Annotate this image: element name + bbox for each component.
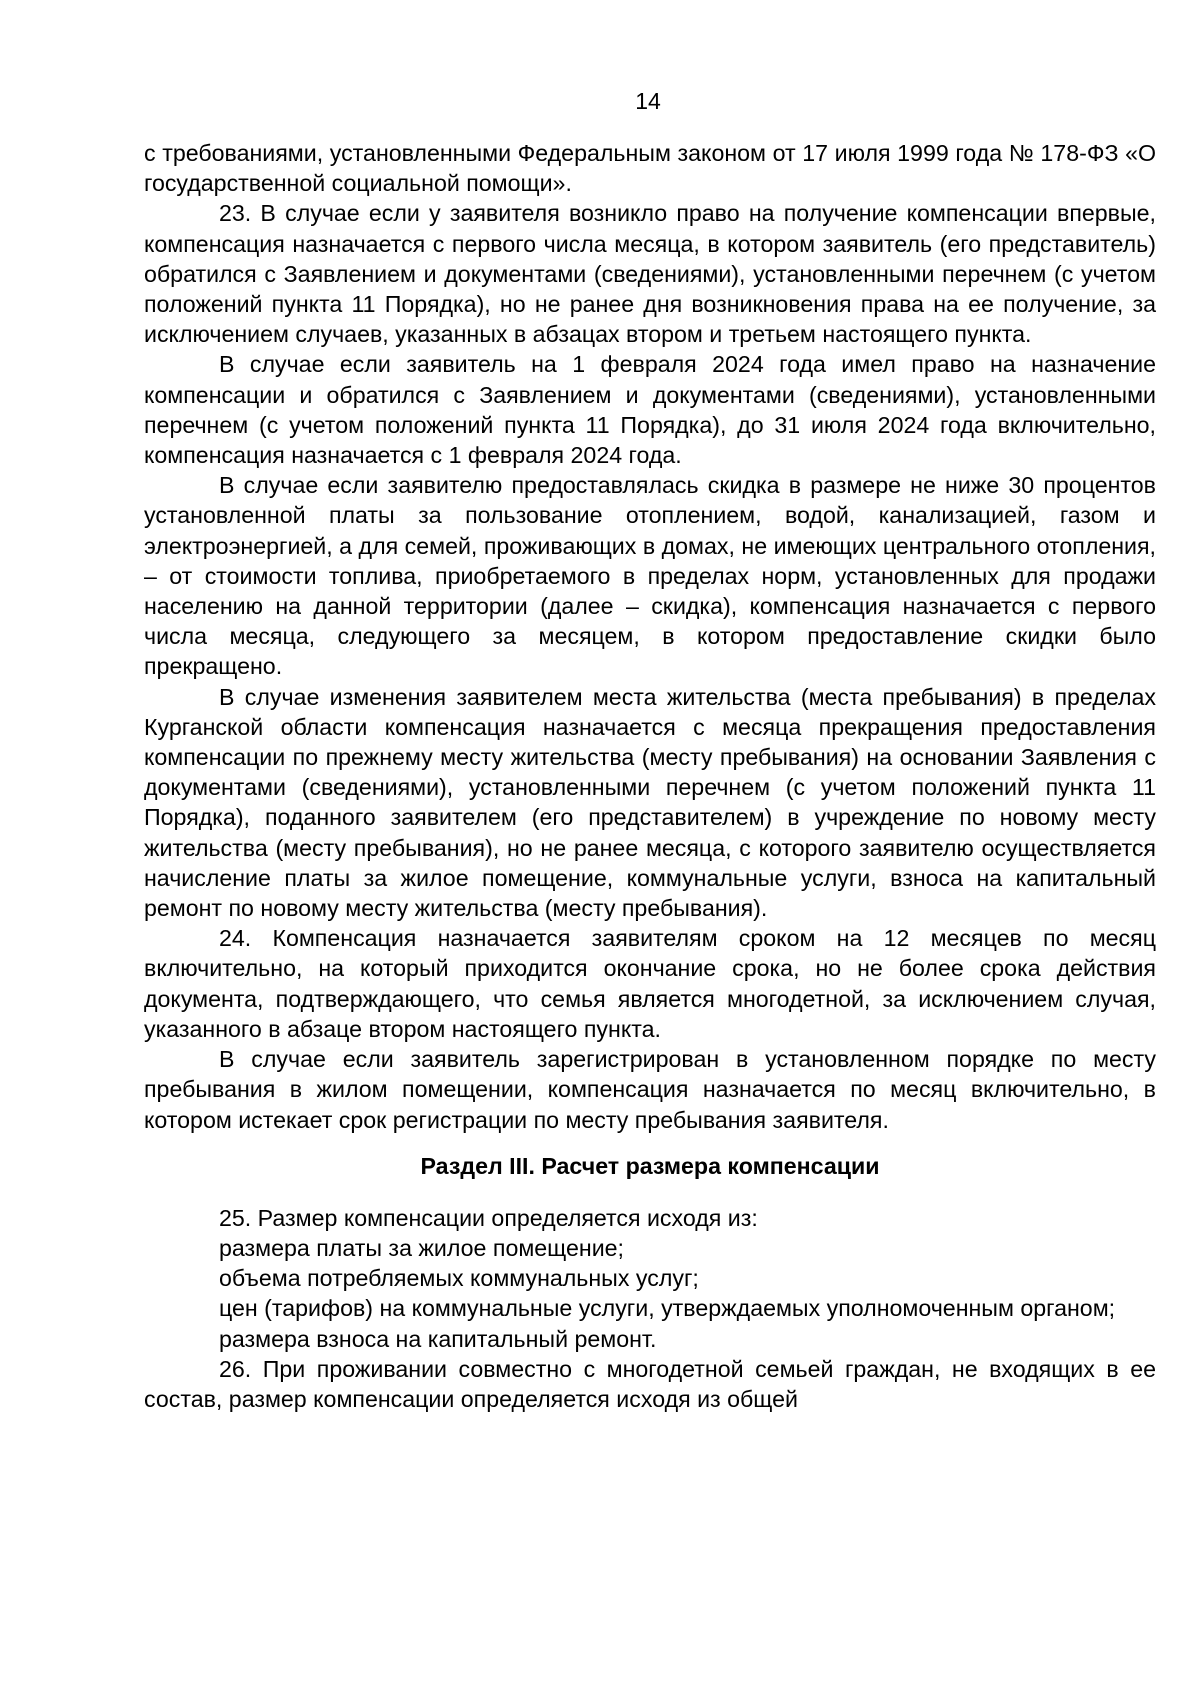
list-item-tariffs: цен (тарифов) на коммунальные услуги, утверждаемых уполномоченным органом;: [219, 1295, 1116, 1322]
paragraph-23-second: В случае если заявитель на 1 февраля 2024 года имел право на назначение компенсации и обратился с Заявлением и документами (сведениями), установленными перечнем (с учетом положений пункта 11 Порядка), до 31 июля 2024 года включительно, компенсация назначается с 1 февраля 2024 года.: [144, 351, 1156, 469]
section-heading: Раздел III. Расчет размера компенсации: [420, 1152, 880, 1179]
paragraph-item-23: 23. В случае если у заявителя возникло право на получение компенсации впервые, компенсация назначается с первого числа месяца, в котором заявитель (его представитель) обратился с Заявлением и документами (сведениями), установленными перечнем (с учетом положений пункта 11 Порядка), но не ранее дня возникновения права на ее получение, за исключением случаев, указанных в абзацах втором и третьем настоящего пункта.: [144, 200, 1156, 348]
list-item-housing-fee: размера платы за жилое помещение;: [219, 1234, 624, 1261]
paragraph-23-third: В случае если заявителю предоставлялась скидка в размере не ниже 30 процентов установленной платы за пользование отоплением, водой, канализацией, газом и электроэнергией, а для семей, проживающих в домах, не имеющих центрального отопления, – от стоимости топлива, приобретаемого в пределах норм, установленных для продажи населению на данной территории (далее – скидка), компенсация назначается с первого числа месяца, следующего за месяцем, в котором предоставление скидки было прекращено.: [144, 472, 1156, 680]
paragraph-item-26: 26. При проживании совместно с многодетной семьей граждан, не входящих в ее состав, размер компенсации определяется исходя из общей: [144, 1355, 1156, 1412]
paragraph-23-fourth: В случае изменения заявителем места жительства (места пребывания) в пределах Курганской области компенсация назначается с месяца прекращения предоставления компенсации по прежнему месту жительства (месту пребывания) на основании Заявления с документами (сведениями), установленными перечнем (с учетом положений пункта 11 Порядка), поданного заявителем (его представителем) в учреждение по новому месту жительства (месту пребывания), но не ранее месяца, с которого заявителю осуществляется начисление платы за жилое помещение, коммунальные услуги, взноса на капитальный ремонт по новому месту жительства (месту пребывания).: [144, 683, 1156, 922]
paragraph-item-24: 24. Компенсация назначается заявителям сроком на 12 месяцев по месяц включительно, на который приходится окончание срока, но не более срока действия документа, подтверждающего, что семья является многодетной, за исключением случая, указанного в абзаце втором настоящего пункта.: [144, 925, 1156, 1042]
paragraph-item-25: 25. Размер компенсации определяется исходя из:: [219, 1204, 758, 1231]
page-number: 14: [635, 88, 661, 114]
paragraph-continuation: с требованиями, установленными Федеральным законом от 17 июля 1999 года № 178-ФЗ «О государственной социальной помощи».: [144, 140, 1156, 197]
list-item-capital-repair: размера взноса на капитальный ремонт.: [219, 1325, 657, 1352]
document-body: [144, 138, 1156, 1414]
list-item-utility-volume: объема потребляемых коммунальных услуг;: [219, 1265, 699, 1292]
paragraph-24-second: В случае если заявитель зарегистрирован в установленном порядке по месту пребывания в жилом помещении, компенсация назначается по месяц включительно, в котором истекает срок регистрации по месту пребывания заявителя.: [144, 1046, 1156, 1133]
